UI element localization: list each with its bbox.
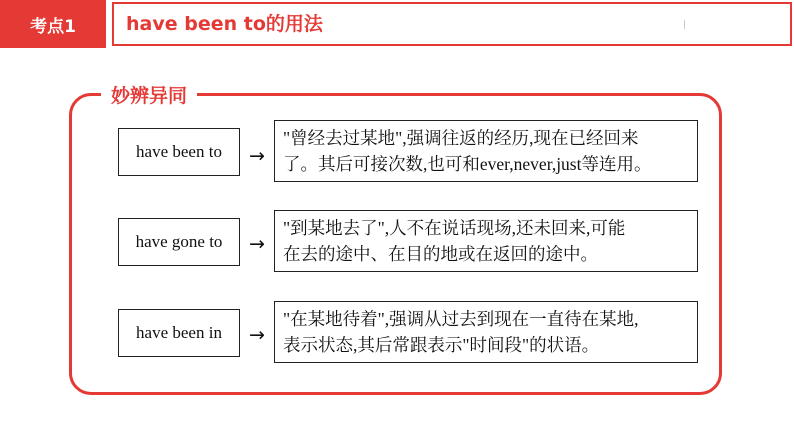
right-arrow-icon: →	[249, 233, 265, 255]
term-have-gone-to: have gone to	[118, 218, 240, 266]
definition-have-gone-to	[274, 210, 698, 272]
topic-badge: 考点1	[0, 0, 106, 48]
definition-line: "到某地去了",人不在说话现场,还未回来,可能	[283, 218, 626, 238]
term-have-been-to: have been to	[118, 128, 240, 176]
term-have-been-in: have been in	[118, 309, 240, 357]
definition-line: 了。其后可接次数,也可和ever,never,just等连用。	[283, 154, 652, 174]
right-arrow-icon: →	[249, 324, 265, 346]
header-bar	[112, 2, 792, 46]
definition-line: "曾经去过某地",强调往返的经历,现在已经回来	[283, 128, 639, 148]
definition-line: "在某地待着",强调从过去到现在一直待在某地,	[283, 309, 639, 329]
section-title: 妙辨异同	[101, 83, 197, 109]
right-arrow-icon: →	[249, 145, 265, 167]
definition-line: 表示状态,其后常跟表示"时间段"的状语。	[283, 335, 600, 355]
definition-line: 在去的途中、在目的地或在返回的途中。	[283, 244, 598, 264]
header-divider	[684, 20, 685, 29]
definition-have-been-to	[274, 120, 698, 182]
page-title: have been to的用法	[126, 13, 323, 35]
definition-have-been-in	[274, 301, 698, 363]
